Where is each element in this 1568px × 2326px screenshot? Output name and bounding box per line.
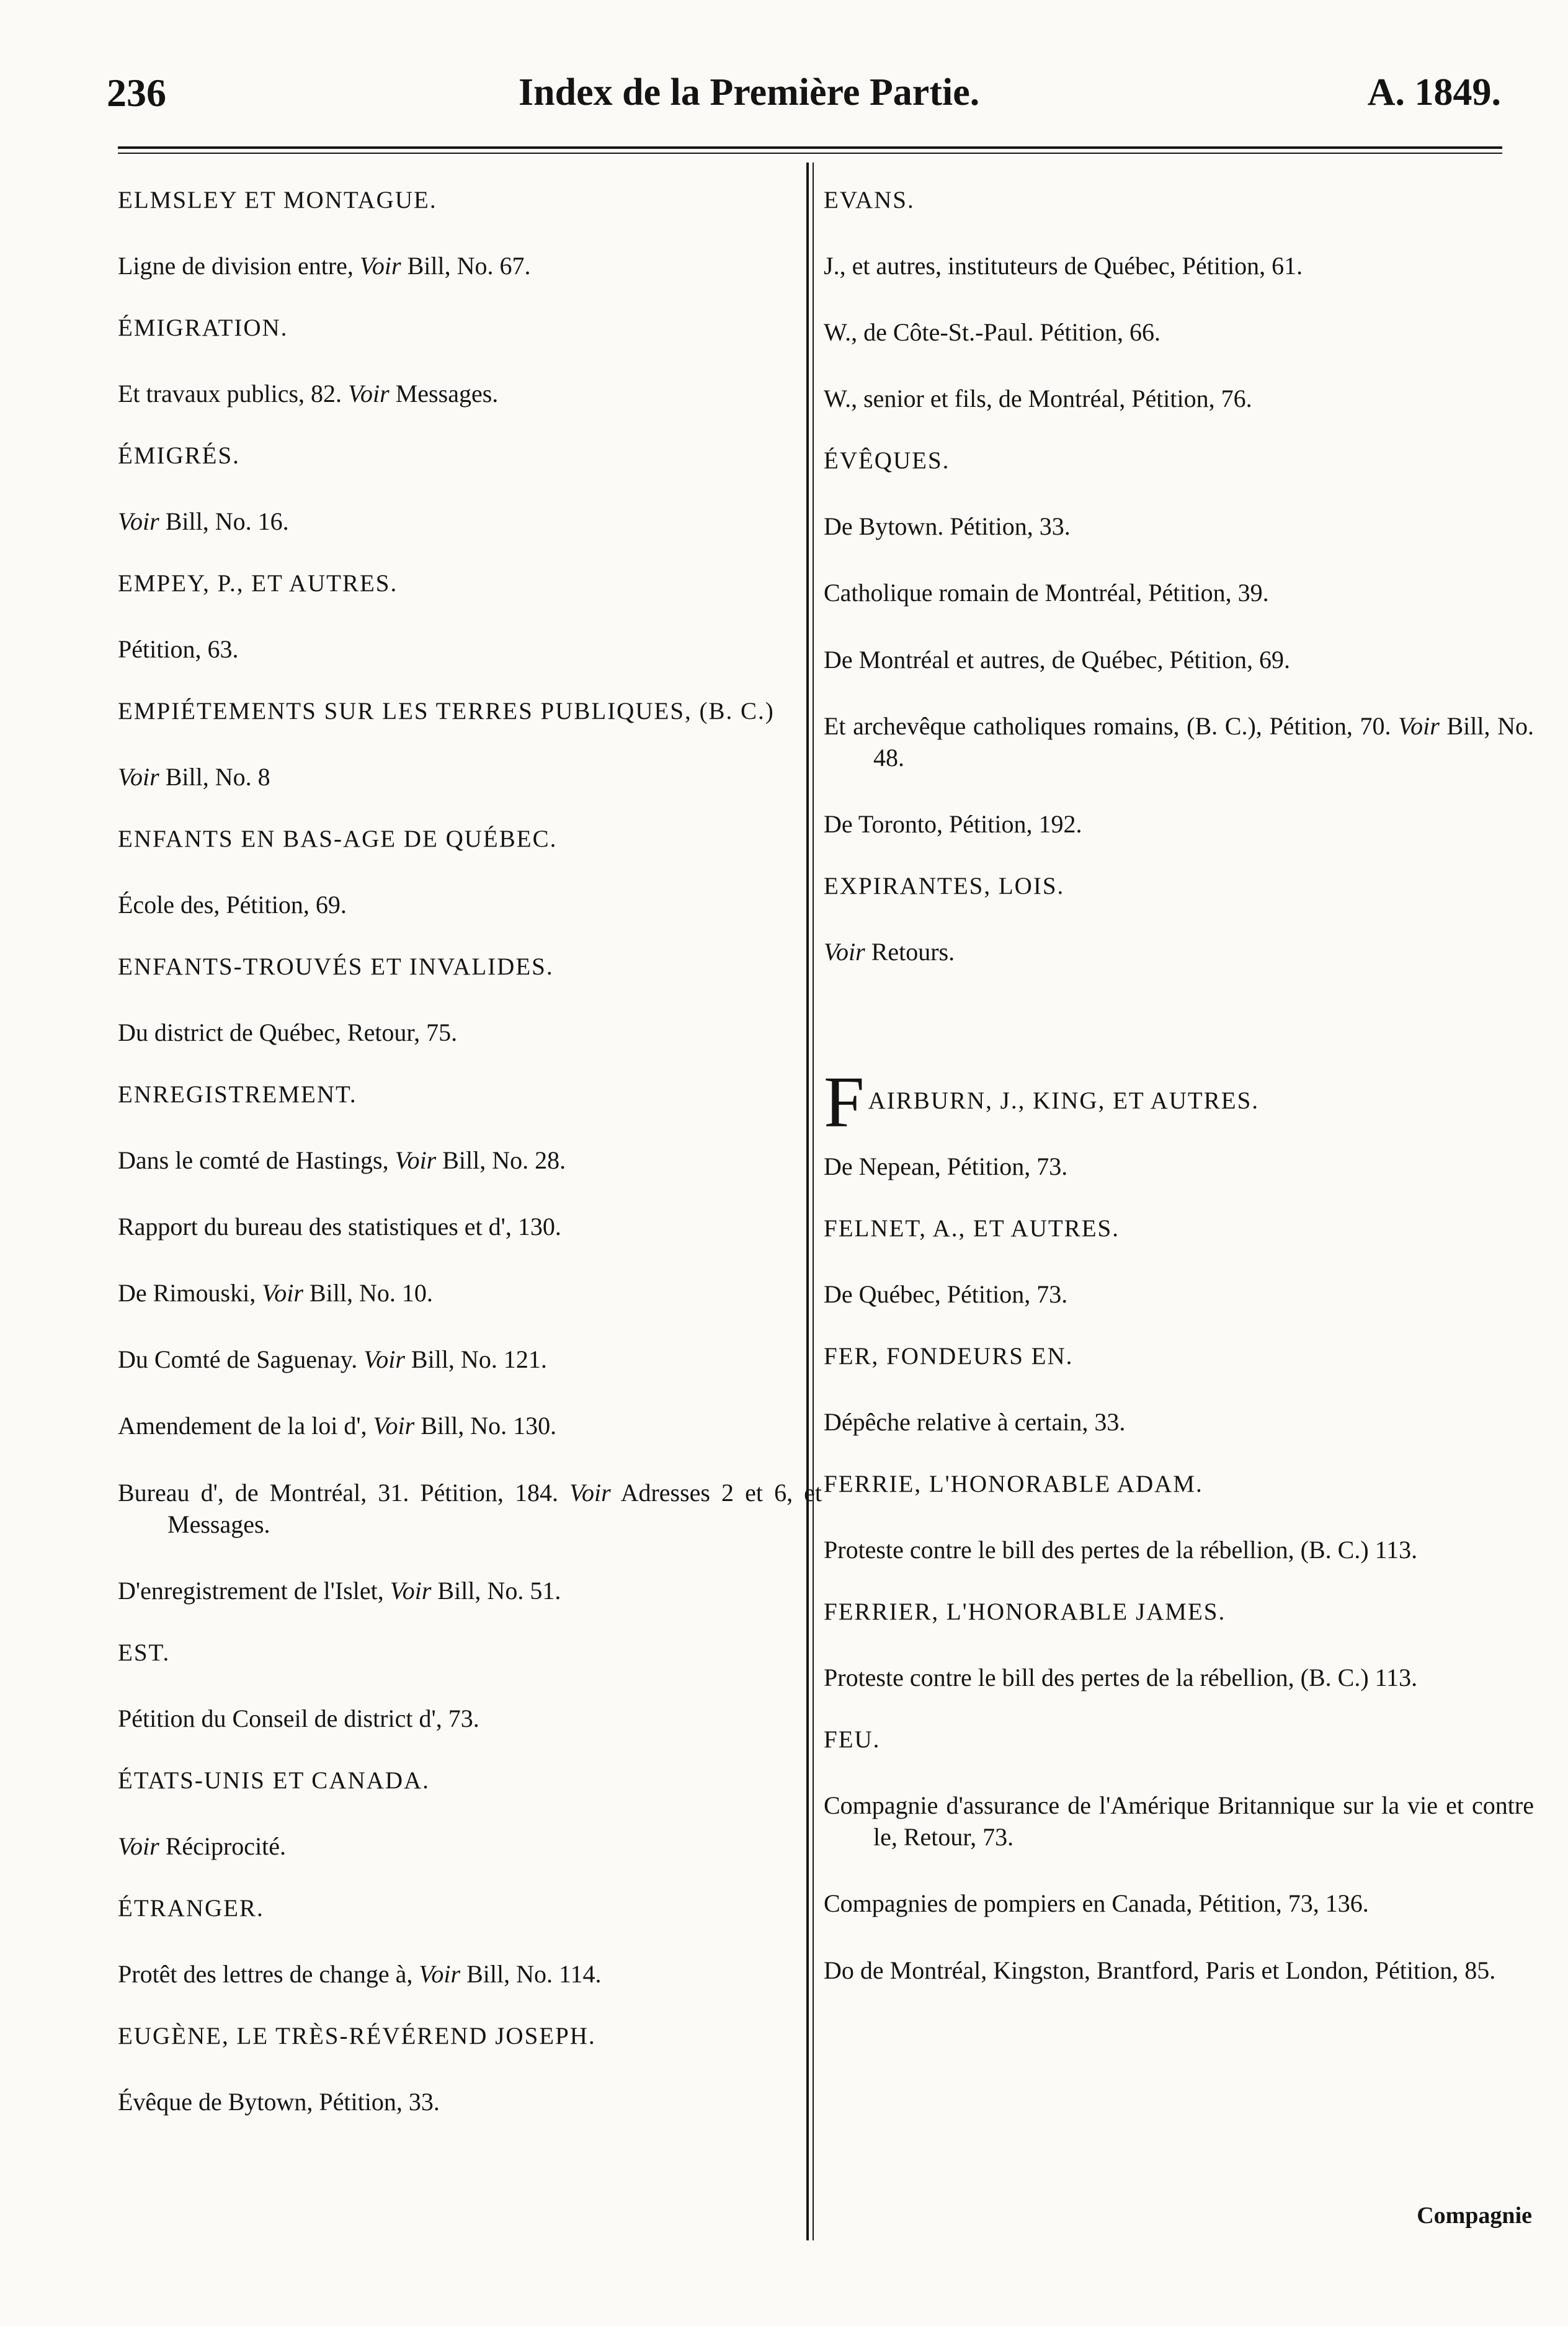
entry-subentry: Rapport du bureau des statistiques et d', 130. — [118, 1212, 561, 1241]
page-number: 236 — [107, 71, 166, 115]
entry-heading: FEU. — [824, 1726, 881, 1753]
entry-heading: EVANS. — [824, 187, 915, 213]
entry-heading-text: AIRBURN, J., KING, ET AUTRES. — [868, 1087, 1260, 1115]
entry-subentry: Du district de Québec, Retour, 75. — [118, 1018, 458, 1046]
entry-heading: ENFANTS EN BAS-AGE DE QUÉBEC. — [118, 825, 558, 852]
entry-heading: EUGÈNE, LE TRÈS-RÉVÉREND JOSEPH. — [118, 2023, 596, 2050]
index-entry — [824, 1726, 1534, 1986]
entry-subentry: Proteste contre le bill des pertes de la rébellion, (B. C.) 113. — [824, 1664, 1418, 1691]
index-column-left — [118, 186, 822, 2150]
entry-subentry: Voir Bill, No. 16. — [118, 507, 289, 535]
entry-subentry: Du Comté de Saguenay. Voir Bill, No. 121. — [118, 1345, 547, 1374]
index-entry — [824, 1342, 1534, 1438]
index-entry — [118, 1639, 822, 1734]
index-entry — [824, 1214, 1534, 1310]
entry-heading — [824, 1061, 1534, 1143]
index-entry — [118, 1767, 822, 1862]
page-year: A. 1849. — [1367, 71, 1501, 114]
index-entry — [118, 1081, 822, 1606]
index-entry — [118, 825, 822, 920]
index-entry — [118, 2022, 822, 2118]
index-entry — [824, 872, 1534, 968]
entry-heading: ENFANTS-TROUVÉS ET INVALIDES. — [118, 953, 554, 980]
entry-heading: ÉMIGRÉS. — [118, 442, 240, 469]
index-entry — [824, 447, 1534, 840]
entry-subentry: Et archevêque catholiques romains, (B. C.), Pétition, 70. Voir Bill, No. 48. — [824, 711, 1535, 772]
entry-subentry: D'enregistrement de l'Islet, Voir Bill, No. 51. — [118, 1577, 561, 1605]
index-entry — [824, 186, 1534, 414]
entry-subentry: École des, Pétition, 69. — [118, 890, 347, 919]
entry-heading: EMPEY, P., ET AUTRES. — [118, 569, 398, 597]
entry-heading: ENREGISTREMENT. — [118, 1081, 357, 1108]
entry-subentry: De Bytown. Pétition, 33. — [824, 512, 1071, 541]
entry-subentry: De Rimouski, Voir Bill, No. 10. — [118, 1279, 433, 1308]
index-entry — [118, 442, 822, 537]
index-entry — [118, 1894, 822, 1990]
entry-subentry: De Toronto, Pétition, 192. — [824, 810, 1082, 839]
entry-subentry: De Montréal et autres, de Québec, Pétition, 69. — [824, 645, 1290, 674]
section-gap — [824, 1000, 1534, 1087]
index-entry — [118, 569, 822, 665]
entry-subentry: Ligne de division entre, Voir Bill, No. 67. — [118, 251, 531, 280]
entry-heading: ELMSLEY ET MONTAGUE. — [118, 187, 437, 213]
header-rule-top — [118, 146, 1502, 149]
entry-heading: FELNET, A., ET AUTRES. — [824, 1215, 1120, 1242]
index-entry — [118, 953, 822, 1048]
entry-subentry: Protêt des lettres de change à, Voir Bill, No. 114. — [118, 1959, 602, 1988]
entry-subentry: Voir Réciprocité. — [118, 1832, 287, 1860]
entry-subentry: De Québec, Pétition, 73. — [824, 1280, 1068, 1309]
entry-subentry: Do de Montréal, Kingston, Brantford, Paris et London, Pétition, 85. — [824, 1956, 1496, 1984]
index-entry — [824, 1061, 1534, 1182]
entry-heading: ÉTRANGER. — [118, 1895, 264, 1922]
entry-subentry: Amendement de la loi d', Voir Bill, No. 130. — [118, 1412, 557, 1440]
header-rule-bottom — [118, 153, 1502, 154]
page-title: Index de la Première Partie. — [519, 71, 980, 114]
entry-subentry: Proteste contre le bill des pertes de la rébellion, (B. C.) 113. — [824, 1536, 1418, 1564]
entry-heading: EMPIÉTEMENTS SUR LES TERRES PUBLIQUES, (B. C.) — [118, 697, 775, 724]
entry-subentry: Dépêche relative à certain, 33. — [824, 1408, 1126, 1437]
entry-subentry: J., et autres, instituteurs de Québec, Pétition, 61. — [824, 251, 1303, 280]
index-column-right — [824, 186, 1534, 2018]
entry-subentry: De Nepean, Pétition, 73. — [824, 1152, 1068, 1181]
entry-subentry: Compagnie d'assurance de l'Amérique Britannique sur la vie et contre le, Retour, 73. — [824, 1791, 1534, 1851]
entry-heading: FERRIER, L'HONORABLE JAMES. — [824, 1598, 1226, 1626]
entry-subentry: Dans le comté de Hastings, Voir Bill, No. 28. — [118, 1146, 566, 1174]
entry-heading: FERRIE, L'HONORABLE ADAM. — [824, 1471, 1203, 1498]
entry-subentry: Voir Bill, No. 8 — [118, 762, 270, 791]
entry-heading: ÉVÊQUES. — [824, 447, 950, 475]
entry-subentry: Voir Retours. — [824, 938, 955, 966]
entry-heading: EST. — [118, 1639, 171, 1667]
entry-subentry: Évêque de Bytown, Pétition, 33. — [118, 2087, 440, 2116]
entry-heading: ÉTATS-UNIS ET CANADA. — [118, 1767, 430, 1794]
entry-heading: FER, FONDEURS EN. — [824, 1343, 1074, 1370]
index-entry — [824, 1470, 1534, 1566]
index-entry — [118, 697, 822, 793]
entry-subentry: Et travaux publics, 82. Voir Messages. — [118, 379, 499, 408]
entry-subentry: Pétition, 63. — [118, 635, 239, 663]
entry-subentry: Compagnies de pompiers en Canada, Pétition, 73, 136. — [824, 1889, 1369, 1918]
index-entry — [824, 1598, 1534, 1693]
drop-cap: F — [824, 1061, 866, 1143]
catchword: Compagnie — [1417, 2203, 1532, 2229]
entry-subentry: W., senior et fils, de Montréal, Pétition, 76. — [824, 385, 1252, 413]
entry-subentry: Catholique romain de Montréal, Pétition, 39. — [824, 579, 1269, 607]
entry-heading: ÉMIGRATION. — [118, 314, 288, 341]
index-entry — [118, 314, 822, 409]
entry-subentry: Pétition du Conseil de district d', 73. — [118, 1704, 479, 1732]
entry-heading: EXPIRANTES, LOIS. — [824, 873, 1065, 900]
entry-subentry: Bureau d', de Montréal, 31. Pétition, 184. Voir Adresses 2 et 6, et Messages. — [118, 1478, 822, 1538]
index-entry — [118, 186, 822, 282]
entry-subentry: W., de Côte-St.-Paul. Pétition, 66. — [824, 318, 1160, 346]
